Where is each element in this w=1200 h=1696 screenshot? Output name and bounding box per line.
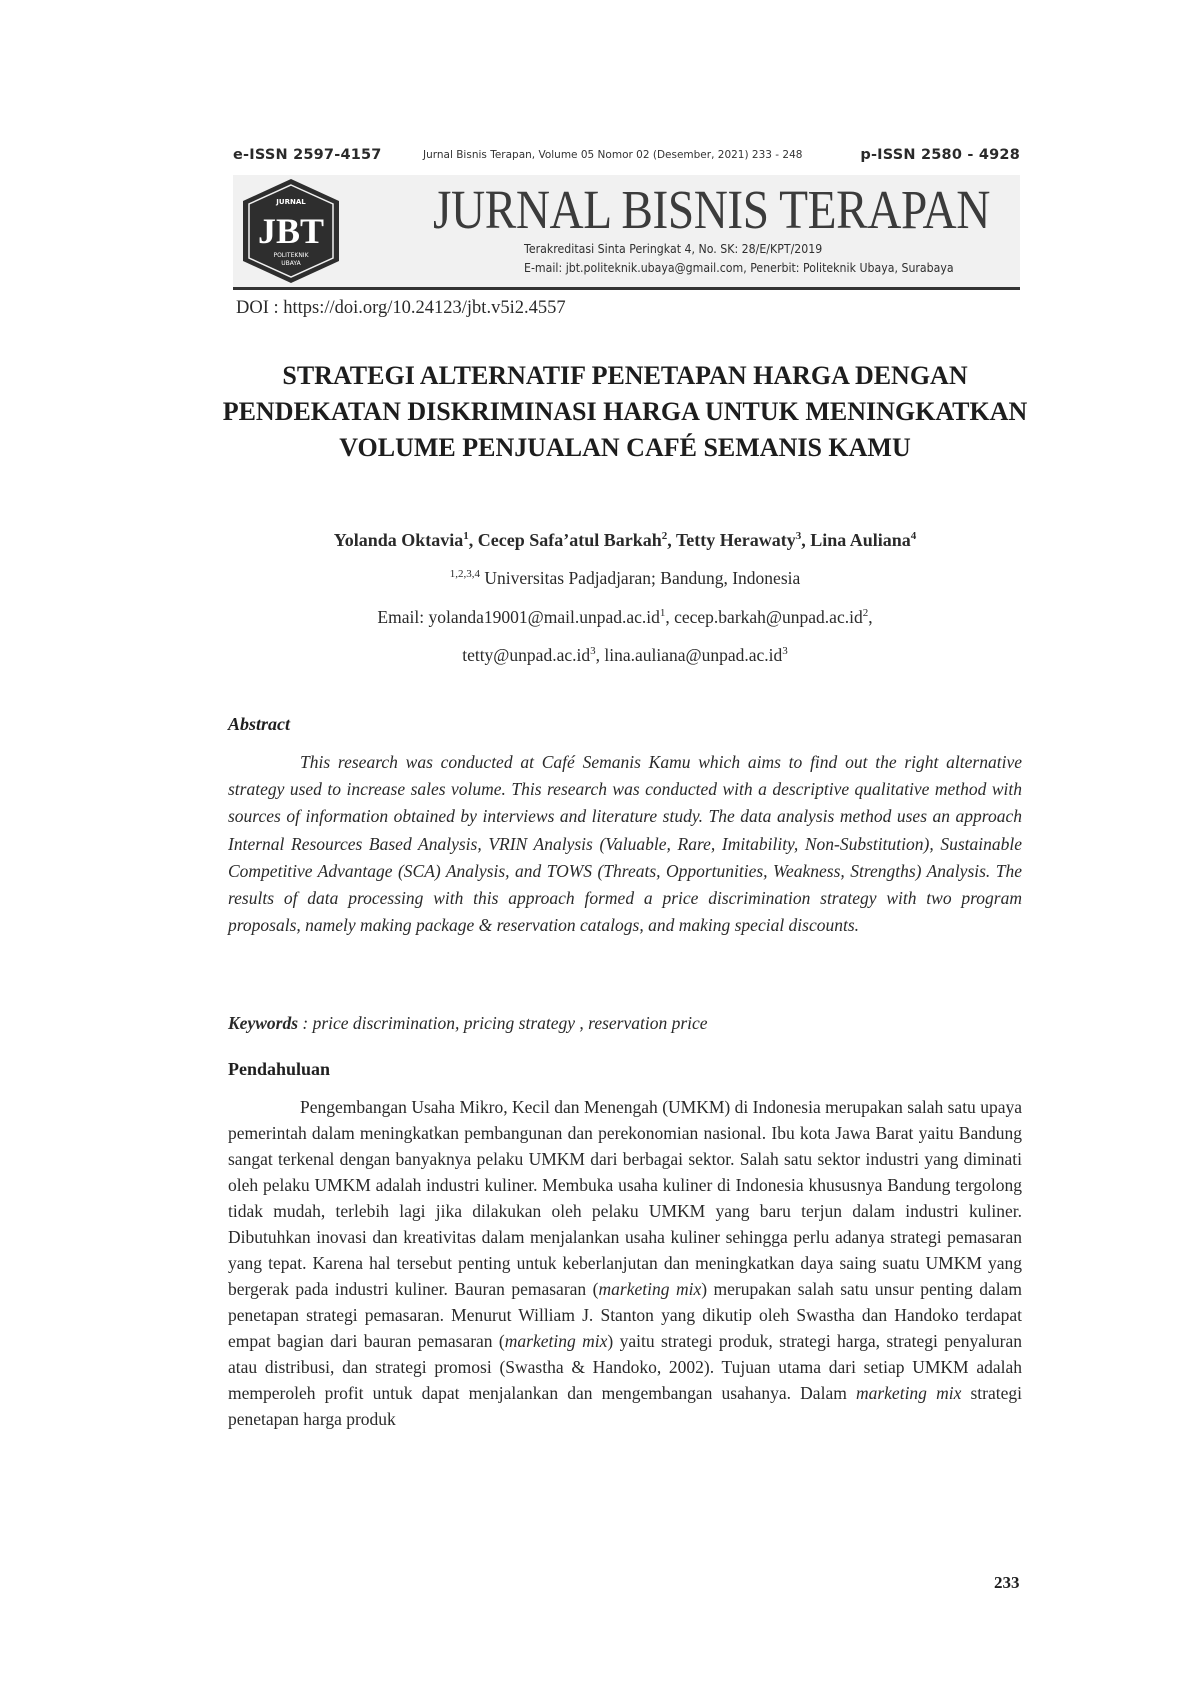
author-name: Lina Auliana <box>810 530 911 550</box>
keywords-label: Keywords <box>228 1013 298 1033</box>
affiliation-text: Universitas Padjadjaran; Bandung, Indonesia <box>479 568 801 588</box>
intro-emphasis: marketing mix <box>504 1331 608 1351</box>
author-separator: , <box>667 530 676 550</box>
keywords-text: : price discrimination, pricing strategy , reservation price <box>298 1013 708 1033</box>
abstract-heading: Abstract <box>228 714 291 734</box>
logo-main-text: JBT <box>257 211 325 251</box>
author-separator: , <box>468 530 478 550</box>
introduction-body <box>228 1094 1022 1432</box>
p-issn: p-ISSN 2580 - 4928 <box>860 147 1020 163</box>
email-label: Email: <box>377 607 429 627</box>
email-link[interactable]: tetty@unpad.ac.id <box>462 645 591 665</box>
doi-link[interactable]: DOI : https://doi.org/10.24123/jbt.v5i2.4557 <box>236 298 566 318</box>
logo-top-text: JURNAL <box>276 198 306 206</box>
abstract-body: This research was conducted at Café Semanis Kamu which aims to find out the right alternative strategy used to increase sales volume. This research was conducted with a descriptive qualitative method with sources of information obtained by interviews and literature study. The data analysis method uses an approach Internal Resources Based Analysis, VRIN Analysis (Valuable, Rare, Imitability, Non-Substitution), Sustainable Competitive Advantage (SCA) Analysis, and TOWS (Threats, Opportunities, Weakness, Strengths) Analysis. The results of data processing with this approach formed a price discrimination strategy with two program proposals, namely making package & reservation catalogs, and making special discounts. <box>228 752 1022 936</box>
accreditation-text: Terakreditasi Sinta Peringkat 4, No. SK: 28/E/KPT/2019 <box>524 241 823 256</box>
email-separator: , <box>665 607 675 627</box>
header-divider <box>233 287 1020 290</box>
intro-text: strategi penetapan harga produk <box>228 1383 1022 1429</box>
author-list <box>150 530 1100 551</box>
affiliation-sup: 1,2,3,4 <box>449 568 480 581</box>
email-line-1 <box>150 607 1100 628</box>
author-name: Cecep Safa’atul Barkah <box>477 530 662 550</box>
article-title: STRATEGI ALTERNATIF PENETAPAN HARGA DENGAN PENDEKATAN DISKRIMINASI HARGA UNTUK MENINGKATKAN VOLUME PENJUALAN CAFÉ SEMANIS KAMU <box>222 361 1028 462</box>
email-sup: 3 <box>782 645 788 658</box>
affiliation <box>150 568 1100 589</box>
email-sup: 2 <box>862 607 869 620</box>
intro-emphasis: marketing mix <box>598 1279 702 1299</box>
section-heading: Pendahuluan <box>228 1059 331 1079</box>
journal-title: JURNAL BISNIS TERAPAN <box>433 179 990 240</box>
email-line-2 <box>150 645 1100 666</box>
page-number: 233 <box>994 1573 1020 1592</box>
author-sup: 3 <box>795 530 802 542</box>
keywords <box>228 1013 708 1034</box>
author-name: Tetty Herawaty <box>675 530 796 550</box>
journal-banner <box>233 175 1020 287</box>
journal-citation-info: Jurnal Bisnis Terapan, Volume 05 Nomor 02 (Desember, 2021) 233 - 248 <box>423 149 803 161</box>
intro-text: ) merupakan salah satu unsur penting dalam penetapan strategi pemasaran. Menurut William J. Stanton yang dikutip oleh Swastha dan Handoko terdapat empat bagian dari bauran pemasaran ( <box>228 1279 1023 1351</box>
intro-emphasis: marketing mix <box>855 1383 962 1403</box>
header-meta-row <box>233 147 1020 169</box>
email-link[interactable]: cecep.barkah@unpad.ac.id <box>674 607 863 627</box>
intro-text: ) yaitu strategi produk, strategi harga, strategi penyaluran atau distribusi, dan strategi promosi (Swastha & Handoko, 2002). Tujuan utama dari setiap UMKM adalah memperoleh profit untuk dapat menjalankan dan mengembangan usahanya. Dalam <box>228 1331 1022 1403</box>
e-issn: e-ISSN 2597-4157 <box>233 147 382 163</box>
intro-text: Pengembangan Usaha Mikro, Kecil dan Menengah (UMKM) di Indonesia merupakan salah satu upaya pemerintah dalam meningkatkan pembangunan dan perekonomian nasional. Ibu kota Jawa Barat yaitu Bandung sangat terkenal dengan banyaknya pelaku UMKM dari berbagai sektor. Salah satu sektor industri yang diminati oleh pelaku UMKM adalah industri kuliner. Membuka usaha kuliner di Indonesia khususnya Bandung tergolong tidak mudah, terlebih lagi jika dilakukan oleh pelaku UMKM yang baru terjun dalam industri kuliner. Dibutuhkan inovasi dan kreativitas dalam menjalankan usaha kuliner sehingga perlu adanya strategi pemasaran yang tepat. Karena hal tersebut penting untuk keberlanjutan dan meningkatkan daya saing suatu UMKM yang bergerak pada industri kuliner. Bauran pemasaran ( <box>228 1097 1022 1299</box>
email-link[interactable]: yolanda19001@mail.unpad.ac.id <box>428 607 660 627</box>
logo-sub-text-1: POLITEKNIK <box>273 252 309 259</box>
email-sup: 3 <box>590 645 596 658</box>
author-sup: 1 <box>463 530 469 542</box>
contact-text: E-mail: jbt.politeknik.ubaya@gmail.com, Penerbit: Politeknik Ubaya, Surabaya <box>524 260 954 275</box>
email-separator: , <box>868 607 873 627</box>
email-link[interactable]: lina.auliana@unpad.ac.id <box>604 645 783 665</box>
email-separator: , <box>595 645 605 665</box>
journal-logo <box>237 177 345 285</box>
author-separator: , <box>801 530 811 550</box>
author-sup: 2 <box>661 530 668 542</box>
logo-sub-text-2: UBAYA <box>281 260 301 267</box>
author-name: Yolanda Oktavia <box>333 530 464 550</box>
email-sup: 1 <box>659 607 666 620</box>
author-sup: 4 <box>910 530 917 542</box>
